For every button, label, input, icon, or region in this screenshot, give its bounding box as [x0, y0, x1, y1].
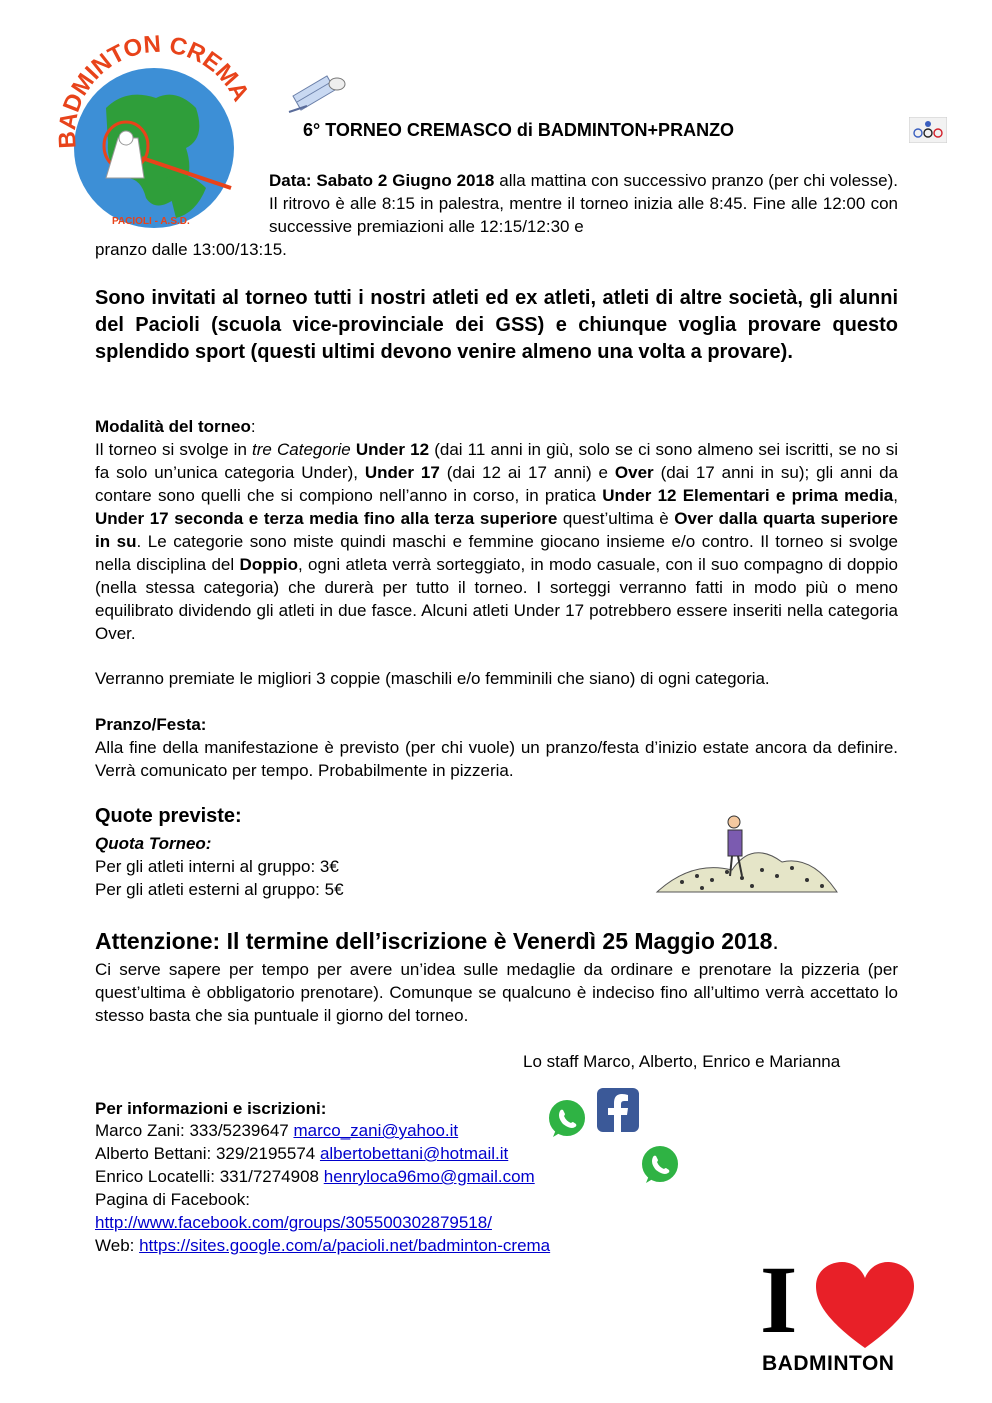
modalita-text: Under 17	[364, 463, 440, 482]
pranzo-heading: Pranzo/Festa:	[95, 715, 207, 734]
contact-marco	[95, 1119, 458, 1142]
date-label: Data: Sabato 2 Giugno 2018	[269, 171, 495, 190]
date-details: alla mattina con successivo pranzo (per chi volesse). Il ritrovo è alle 8:15 in palestra, mentre il torneo inizia alle 8:45. Fine alle 12:00 con successive premiazioni alle 12:15/12:30 e	[269, 171, 898, 236]
modalita-heading-text: Modalità del torneo	[95, 417, 251, 436]
quote-heading: Quote previste:	[95, 805, 242, 827]
deadline-heading-dot: .	[772, 928, 779, 954]
modalita-paragraph	[95, 438, 898, 645]
modalita-heading	[95, 415, 256, 438]
modalita-text: Under 12 Elementari e prima media	[602, 486, 894, 505]
contact-alberto-email-link[interactable]: albertobettani@hotmail.it	[319, 1144, 509, 1163]
contact-alberto-label: Alberto Bettani: 329/2195574	[95, 1144, 320, 1163]
premiate-line: Verranno premiate le migliori 3 coppie (maschili e/o femminili che siano) di ogni categoria.	[95, 669, 770, 688]
modalita-text: ,	[893, 486, 898, 505]
modalita-text: , ogni atleta verrà sorteggiato, in modo casuale, con il suo compagno di doppio (nella stessa categoria) che durerà per tutto il torneo. I sorteggi verranno fatti in modo più o meno equilibrato dividendo gli atleti in due fasce. Alcuni atleti Under 17 potrebbero essere inseriti nella categoria Over.	[95, 555, 898, 643]
modalita-text: (dai 11 anni in giù, solo se ci sono almeno sei iscritti, se no si fa solo un’unica categoria Under),	[95, 440, 898, 482]
love-letter-i: I	[760, 1246, 798, 1353]
staff-signature: Lo staff Marco, Alberto, Enrico e Marianna	[523, 1052, 841, 1071]
intro-paragraph	[269, 169, 898, 238]
modalita-text: Over dalla quarta superiore in su	[95, 509, 898, 551]
logo-arc-text: BADMINTON CREMA	[53, 30, 255, 150]
contact-enrico-label: Enrico Locatelli: 331/7274908	[95, 1167, 324, 1186]
love-word-badminton: BADMINTON	[762, 1352, 895, 1375]
modalita-heading-colon: :	[250, 417, 256, 436]
modalita-text: (dai 12 ai 17 anni) e	[439, 463, 615, 482]
contacts-heading: Per informazioni e iscrizioni:	[95, 1099, 327, 1118]
modalita-text: (dai 17 anni in su); gli anni da contare sono quelli che si compiono nell’anno in corso, in pratica	[95, 463, 899, 505]
heart-icon	[816, 1262, 914, 1350]
quote-interni: Per gli atleti interni al gruppo: 3€	[95, 857, 339, 876]
contact-alberto	[95, 1142, 508, 1165]
modalita-text: Over	[614, 463, 654, 482]
contact-marco-label: Marco Zani: 333/5239647	[95, 1121, 294, 1140]
shuttlecock-icon	[287, 66, 351, 114]
modalita-text: tre Categorie	[252, 440, 351, 459]
contact-marco-email-link[interactable]: marco_zani@yahoo.it	[293, 1121, 459, 1140]
page-title: 6° TORNEO CREMASCO di BADMINTON+PRANZO	[303, 120, 735, 140]
modalita-text: Under 17 seconda e terza media fino alla terza superiore	[95, 509, 558, 528]
deadline-paragraph: Ci serve sapere per tempo per avere un’idea sulle medaglie da ordinare e prenotare la pizzeria (per quest’ultima è obbligatorio prenotare). Comunque se qualcuno è indeciso fino all’ultimo verrà accettato lo stesso basta che sia puntuale il giorno del torneo.	[95, 960, 898, 1025]
contact-enrico-email-link[interactable]: henryloca96mo@gmail.com	[323, 1167, 535, 1186]
club-logo	[46, 28, 258, 233]
website-link[interactable]: https://sites.google.com/a/pacioli.net/badminton-crema	[139, 1236, 551, 1255]
facebook-group-link[interactable]: http://www.facebook.com/groups/305500302879518/	[95, 1213, 492, 1232]
modalita-text: . Le categorie sono miste quindi maschi e femmine giocano insieme e/o contro. Il torneo si svolge nella disciplina del	[95, 532, 899, 574]
modalita-text: Doppio	[239, 555, 298, 574]
web-line	[95, 1234, 550, 1257]
i-love-badminton-logo	[760, 1246, 920, 1380]
intro-last-line: pranzo dalle 13:00/13:15.	[95, 240, 287, 259]
modalita-text: quest’ultima è	[557, 509, 675, 528]
web-label: Web:	[95, 1236, 140, 1255]
invite-paragraph: Sono invitati al torneo tutti i nostri atleti ed ex atleti, atleti di altre società, gli alunni del Pacioli (scuola vice-provinciale dei GSS) e chiunque voglia provare questo splendido sport (questi ultimi devono venire almeno una volta a provare).	[95, 287, 898, 363]
deadline-heading-text: Attenzione: Il termine dell’iscrizione è Venerdì 25 Maggio 2018	[95, 928, 773, 954]
pranzo-paragraph: Alla fine della manifestazione è previsto (per chi vuole) un pranzo/festa d’inizio estate ancora da definire. Verrà comunicato per tempo. Probabilmente in pizzeria.	[95, 738, 898, 780]
whatsapp-icon	[638, 1143, 682, 1187]
quote-esterni: Per gli atleti esterni al gruppo: 5€	[95, 880, 344, 899]
deadline-heading	[95, 928, 779, 955]
logo-bottom-text: PACIOLI - A.S.D.	[112, 216, 190, 227]
quote-subheading: Quota Torneo:	[95, 834, 212, 853]
modalita-text: Under 12	[355, 440, 430, 459]
olympic-rings-icon	[909, 117, 947, 143]
facebook-url	[95, 1211, 492, 1234]
shuttlecock-pile-illustration	[652, 800, 842, 900]
contact-enrico	[95, 1165, 535, 1188]
facebook-label: Pagina di Facebook:	[95, 1190, 250, 1209]
modalita-text: Il torneo si svolge in	[95, 440, 253, 459]
whatsapp-icon	[545, 1097, 589, 1141]
facebook-icon	[596, 1087, 640, 1133]
